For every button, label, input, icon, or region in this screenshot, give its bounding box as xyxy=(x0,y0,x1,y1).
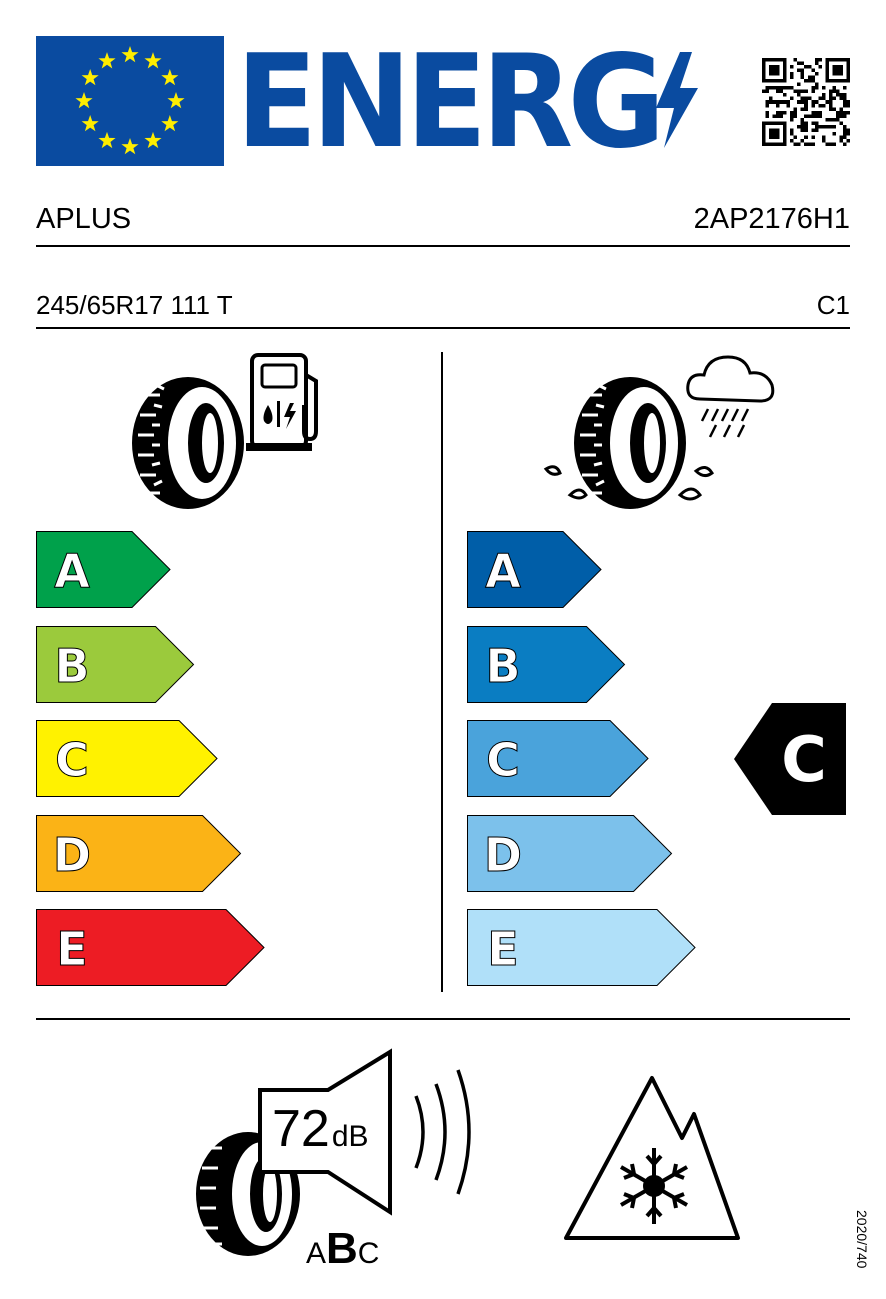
noise-class-a: A xyxy=(306,1237,327,1270)
eu-flag xyxy=(36,36,224,166)
fuel-efficiency-label-e: E xyxy=(56,922,88,976)
fuel-pump-icon xyxy=(246,355,316,451)
noise-class-row xyxy=(306,1224,379,1274)
fuel-efficiency-arrow-a xyxy=(36,531,172,608)
noise-class-b: B xyxy=(326,1224,358,1273)
wet-grip-rating-arrow xyxy=(734,703,846,815)
brand-name: APLUS xyxy=(36,203,132,235)
qr-code xyxy=(762,58,850,146)
rain-cloud-icon xyxy=(688,357,773,437)
wet-grip-arrow-e xyxy=(467,909,697,986)
fuel-efficiency-label-b: B xyxy=(54,638,90,693)
wet-grip-rating: C xyxy=(781,723,827,796)
wet-grip-label-c: C xyxy=(486,733,520,787)
divider-1 xyxy=(36,245,850,247)
wet-grip-arrow-d xyxy=(467,815,674,892)
wet-grip-label-b: B xyxy=(485,638,521,693)
noise-value: 72 xyxy=(272,1100,330,1158)
wet-grip-tyre-icon xyxy=(540,345,790,520)
wet-grip-label-a: A xyxy=(485,544,521,598)
fuel-efficiency-label-c: C xyxy=(55,733,89,787)
tyre-class: C1 xyxy=(816,290,850,320)
sound-waves-icon xyxy=(416,1070,469,1194)
fuel-efficiency-arrow-b xyxy=(36,626,196,703)
fuel-efficiency-label-d: D xyxy=(52,827,92,882)
wet-grip-label-d: D xyxy=(483,827,523,882)
divider-3 xyxy=(36,1018,850,1020)
energy-title: ENERG xyxy=(236,28,660,177)
noise-class-c: C xyxy=(357,1237,380,1270)
tyre-size: 245/65R17 111 T xyxy=(36,290,233,320)
wet-grip-arrow-a xyxy=(467,531,603,608)
wet-grip-arrow-c xyxy=(467,720,650,797)
noise-unit: dB xyxy=(331,1120,369,1153)
wet-grip-label-e: E xyxy=(487,922,519,976)
fuel-efficiency-arrow-e xyxy=(36,909,266,986)
fuel-efficiency-arrow-c xyxy=(36,720,219,797)
lightning-icon xyxy=(650,50,702,150)
fuel-efficiency-label-a: A xyxy=(54,544,90,598)
regulation-number: 2020/740 xyxy=(854,1210,870,1269)
model-code: 2AP2176H1 xyxy=(693,203,850,235)
snow-mountain-icon xyxy=(562,1074,742,1240)
divider-2 xyxy=(36,327,850,329)
vertical-divider xyxy=(441,352,443,992)
fuel-tyre-icon xyxy=(120,345,340,515)
noise-value-box xyxy=(272,1102,369,1156)
wet-grip-arrow-b xyxy=(467,626,627,703)
fuel-efficiency-arrow-d xyxy=(36,815,243,892)
